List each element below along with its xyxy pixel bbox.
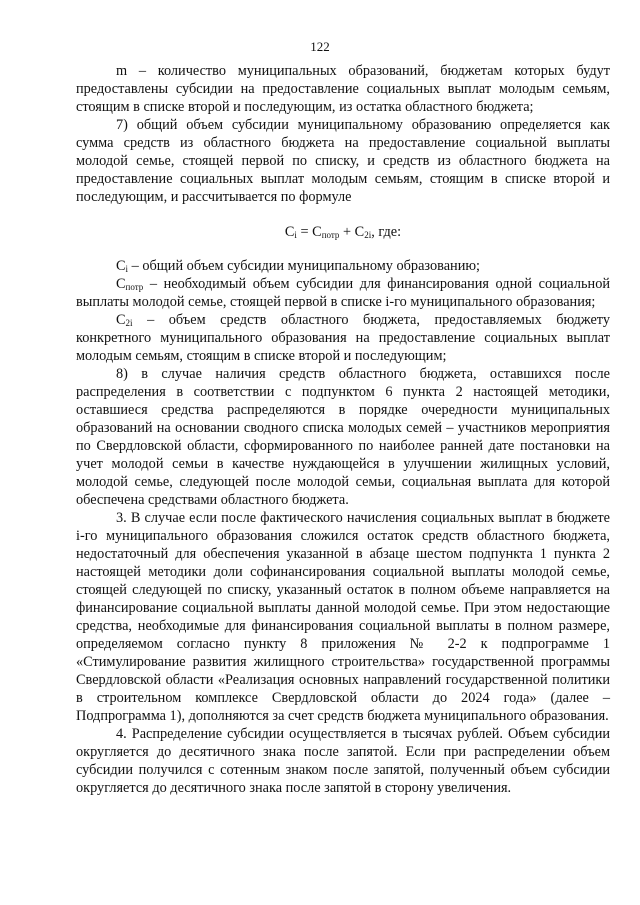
formula (76, 223, 610, 241)
page-number: 122 (310, 39, 330, 54)
definition-cpotr (76, 275, 610, 311)
paragraph-item-7: 7) общий объем субсидии муниципальному образованию определяется как сумма средств из областного бюджета на предоставление социальной выплаты молодой семье, стоящей первой по списку, и средств из областного бюджета на предоставление социальных выплат молодым семьям, стоящим в списке второй и последующим, и рассчитывается по формуле (76, 117, 610, 205)
formula-tail: , где: (371, 224, 402, 240)
paragraph-section-4: 4. Распределение субсидии осуществляется в тысячах рублей. Объем субсидии округляется до десятичного знака после запятой. Если при распределении объем субсидии получился с сотенным знаком после запятой, полученный объем субсидии округляется до десятичного знака после запятой в сторону увеличения. (76, 726, 610, 796)
formula-equals: = C (296, 224, 322, 240)
paragraph-m-definition: m – количество муниципальных образований, бюджетам которых будут предоставлены субсидии на предоставление социальных выплат молодым семьям, стоящим в списке второй и последующим, из остатка областного бюджета; (76, 63, 610, 115)
definition-ci (76, 257, 610, 275)
formula-lhs: C (284, 224, 295, 240)
definition-cpotr-subscript: потр (125, 282, 144, 292)
definition-c2i-subscript: 2i (125, 318, 133, 328)
formula-plus: + C (339, 224, 365, 240)
definition-ci-symbol: C (116, 258, 126, 274)
formula-term1-subscript: потр (321, 230, 340, 240)
definition-cpotr-text: – необходимый объем субсидии для финансирования одной социальной выплаты молодой семье, стоящей первой в списке i-го муниципального образования; (76, 276, 610, 310)
paragraph-item-8: 8) в случае наличия средств областного бюджета, оставшихся после распределения в соответствии с подпунктом 6 пункта 2 настоящей методики, оставшиеся средства распределяются в порядке очередности муниципальных образований на основании сводного списка молодых семей – участников мероприятия по Свердловской области, сформированного по наиболее ранней дате постановки на учет молодой семьи в качестве нуждающейся в улучшении жилищных условий, молодой семье, следующей после молодой семьи, социальная выплата для которой обеспечена средствами областного бюджета. (76, 366, 610, 508)
definition-ci-text: – общий объем субсидии муниципальному образованию; (128, 258, 480, 274)
definition-c2i-text: – объем средств областного бюджета, предоставляемых бюджету конкретного муниципального образования на предоставление социальных выплат молодым семьям, стоящим в списке второй и последующим; (76, 312, 610, 364)
formula-lhs-subscript: i (294, 230, 297, 240)
document-body (76, 62, 610, 797)
paragraph-section-3: 3. В случае если после фактического начисления социальных выплат в бюджете i-го муниципального образования сложился остаток средств областного бюджета, недостаточный для обеспечения указанной в абзаце шестом подпункта 1 пункта 2 настоящей методики доли софинансирования социальной выплаты молодой семье, стоящей следующей по списку, указанный остаток в полном объеме направляется на финансирование социальной выплаты данной молодой семье. При этом недостающие средства, необходимые для финансирования социальной выплаты в полном размере, определяемом согласно пункту 8 приложения № 2-2 к подпрограмме 1 «Стимулирование развития жилищного строительства» государственной программы Свердловской области «Реализация основных направлений государственной политики в строительном комплексе Свердловской области до 2024 года» (далее – Подпрограмма 1), дополняются за счет средств бюджета муниципального образования. (76, 510, 610, 724)
definition-c2i (76, 311, 610, 365)
formula-term2-subscript: 2i (364, 230, 372, 240)
definition-cpotr-symbol: C (116, 276, 126, 292)
definition-ci-subscript: i (125, 264, 129, 274)
definition-c2i-symbol: C (116, 312, 126, 328)
